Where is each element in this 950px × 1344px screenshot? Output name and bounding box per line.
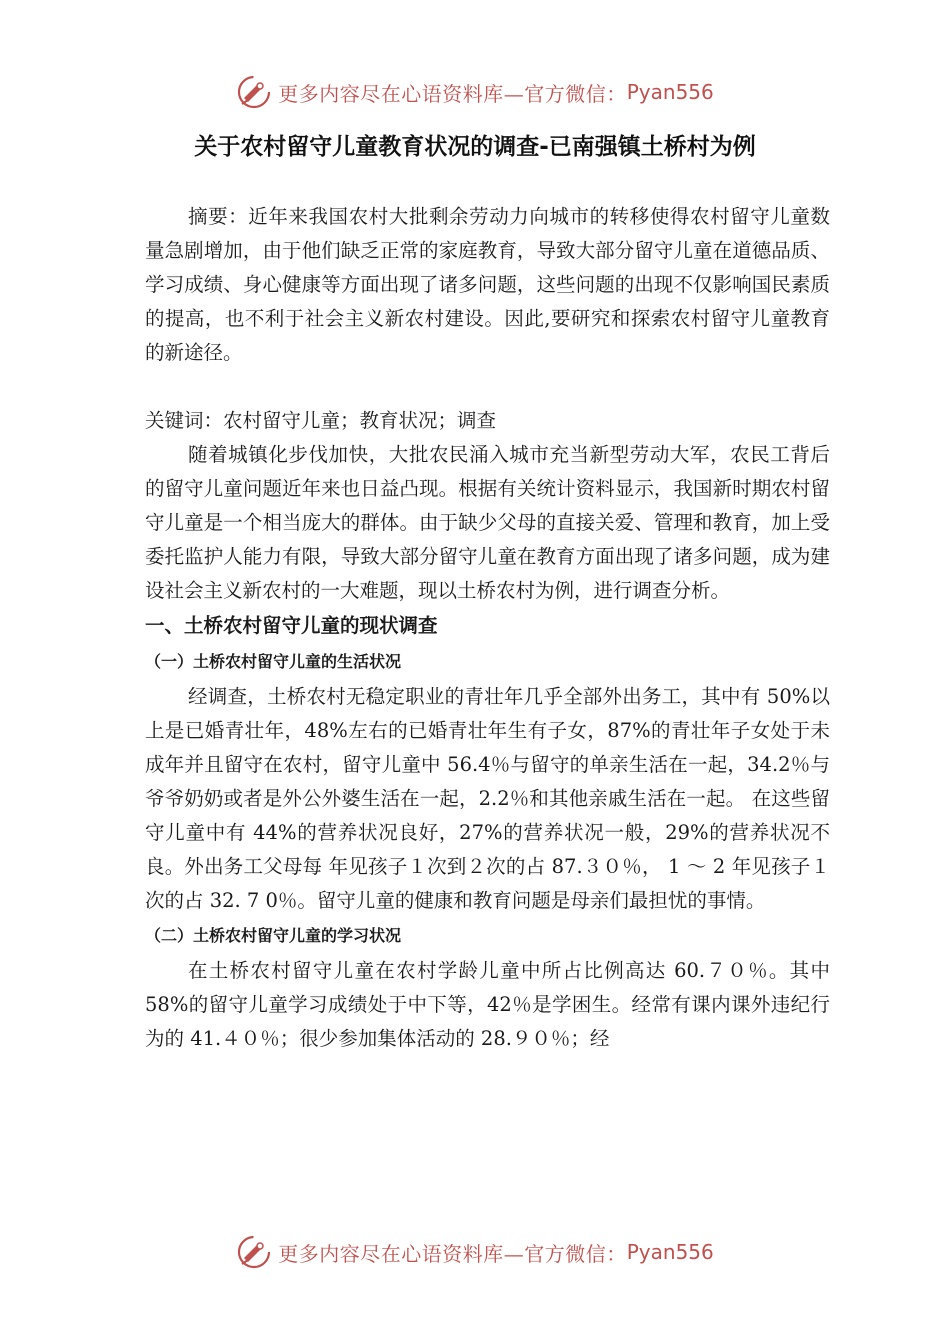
wechat-id: Pyan556 (626, 80, 714, 104)
subsection-heading-living: （一）土桥农村留守儿童的生活状况 (145, 652, 402, 671)
document-title: 关于农村留守儿童教育状况的调查-已南强镇土桥村为例 (194, 134, 756, 160)
brand-logo-icon (236, 74, 272, 110)
brand-text: 更多内容尽在心语资料库—官方微信： (278, 1241, 627, 1266)
keywords-line: 关键词：农村留守儿童；教育状况；调查 (145, 409, 497, 432)
brand-text: 更多内容尽在心语资料库—官方微信： (278, 81, 627, 106)
living-status-paragraph: 经调查，土桥农村无稳定职业的青壮年几乎全部外出务工，其中有 50%以上是已婚青壮年，48%左右的已婚青壮年生有子女，87%的青壮年子女处于未成年并且留守在农村，留守儿童中 56.4％与留守的单亲生活在一起，34.2％与爷爷奶奶或者是外公外婆生活在一起，2.2％和其他亲戚生活在一起。 在这些留守儿童中有 44%的营养状况良好，27%的营养状况一般，29%的营养状况不良。外出务工父母每 年见孩子１次到２次的占 87.３０％， 1 ～ 2 年见孩子１次的占 32. 7 0％。留守儿童的健康和教育问题是母亲们最担忧的事情。 (145, 685, 830, 912)
intro-paragraph: 随着城镇化步伐加快，大批农民涌入城市充当新型劳动大军，农民工背后的留守儿童问题近年来也日益凸现。根据有关统计资料显示，我国新时期农村留守儿童是一个相当庞大的群体。由于缺少父母的直接关爱、管理和教育，加上受委托监护人能力有限，导致大部分留守儿童在教育方面出现了诸多问题，成为建设社会主义新农村的一大难题，现以土桥农村为例，进行调查分析。 (145, 443, 830, 602)
wechat-id: Pyan556 (626, 1240, 714, 1264)
section-heading: 一、土桥农村留守儿童的现状调查 (145, 614, 438, 637)
study-status-paragraph: 在土桥农村留守儿童在农村学龄儿童中所占比例高达 60.７０％。其中 58%的留守儿童学习成绩处于中下等，42％是学困生。经常有课内课外违纪行为的 41.４０％；很少参加集体活动的 28.９０％；经 (145, 959, 830, 1050)
document-body (145, 200, 830, 1056)
footer-banner (0, 1232, 950, 1272)
subsection-heading-study: （二）土桥农村留守儿童的学习状况 (145, 926, 402, 945)
abstract-paragraph: 摘要：近年来我国农村大批剩余劳动力向城市的转移使得农村留守儿童数量急剧增加，由于他们缺乏正常的家庭教育，导致大部分留守儿童在道德品质、学习成绩、身心健康等方面出现了诸多问题，这些问题的出现不仅影响国民素质的提高，也不利于社会主义新农村建设。因此,要研究和探索农村留守儿童教育的新途径。 (145, 205, 830, 364)
brand-logo-icon (236, 1234, 272, 1270)
header-banner (0, 72, 950, 112)
